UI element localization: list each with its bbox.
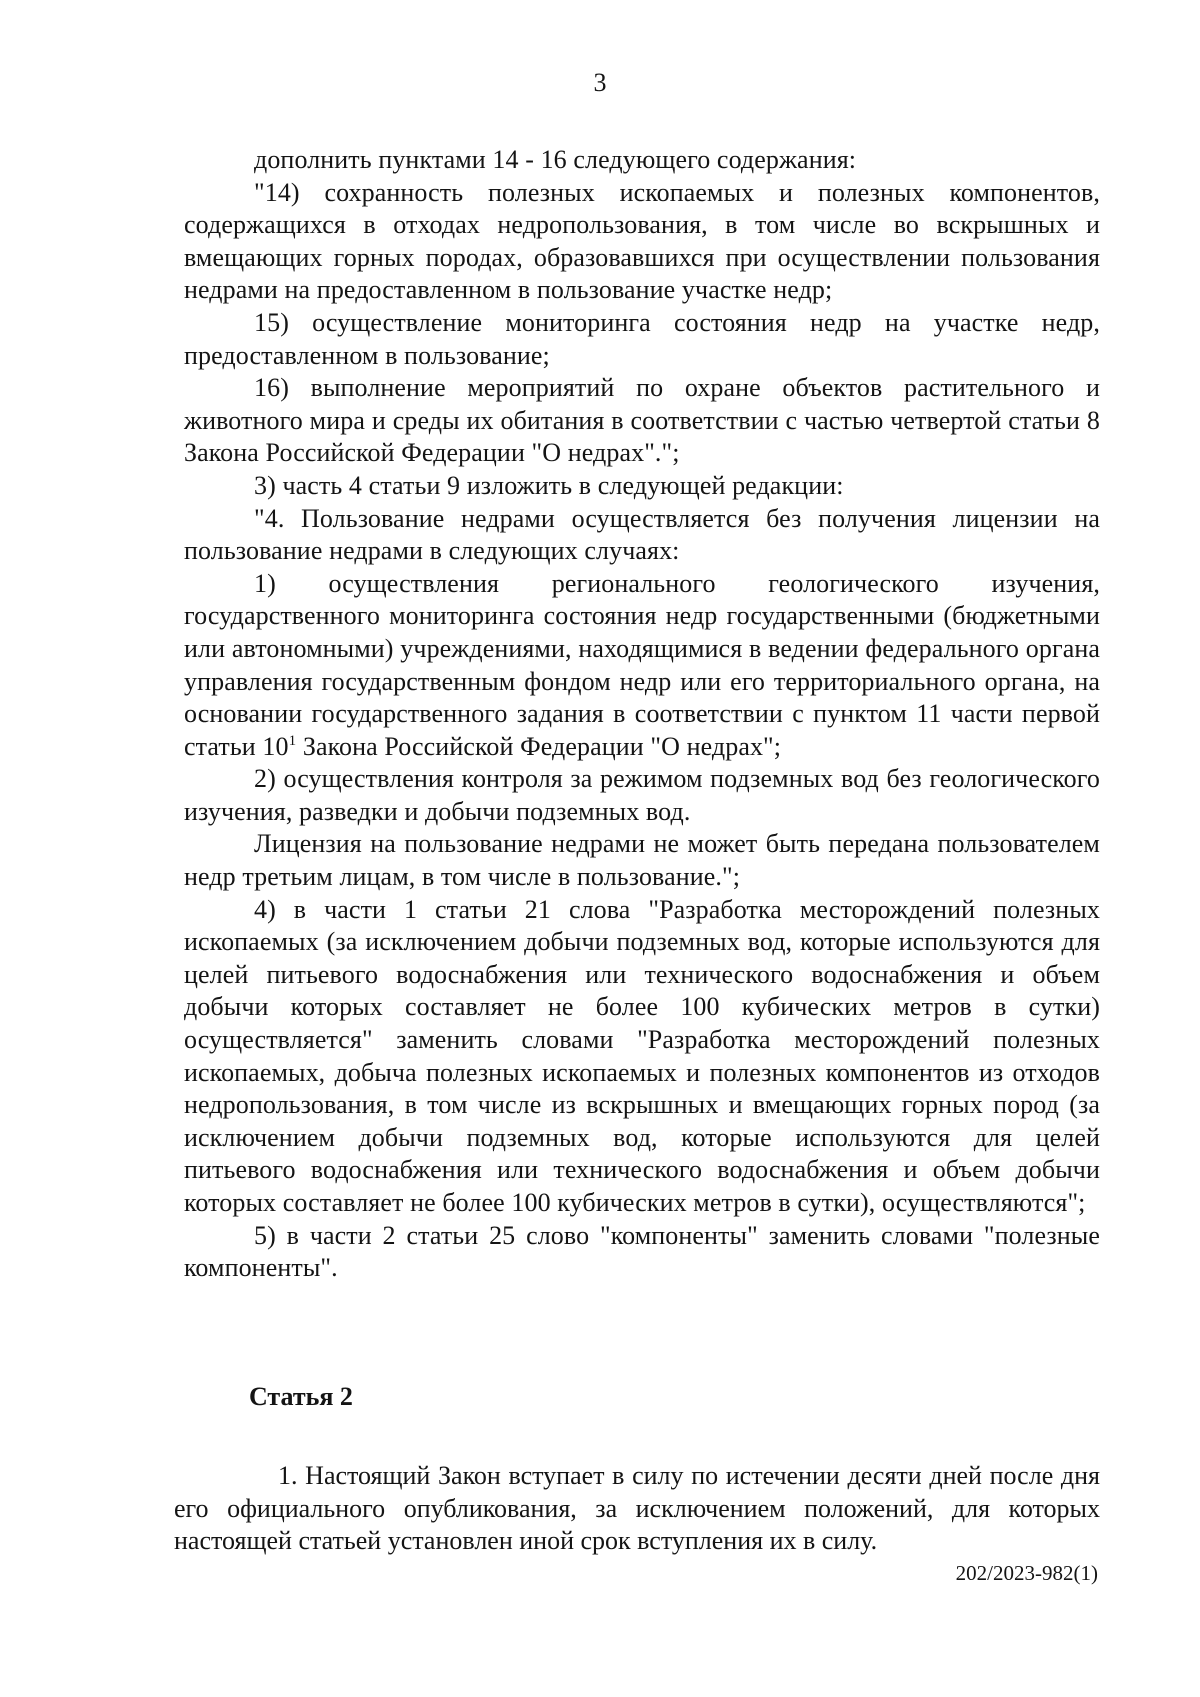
paragraph: "4. Пользование недрами осуществляется без получения лицензии на пользование недрами в следующих случаях:	[184, 503, 1100, 566]
paragraph: 1. Настоящий Закон вступает в силу по истечении десяти дней после дня его официального опубликования, за исключением положений, для которых настоящей статьей установлен иной срок вступления их в силу.	[174, 1461, 1100, 1556]
paragraph: 3) часть 4 статьи 9 изложить в следующей редакции:	[254, 470, 844, 500]
paragraph-text-tail: Закона Российской Федерации "О недрах";	[296, 731, 782, 761]
paragraph: "14) сохранность полезных ископаемых и полезных компонентов, содержащихся в отходах недропользования, в том числе во вскрышных и вмещающих горных породах, образовавшихся при осуществлении пользования недрами на предоставленном в пользование участке недр;	[184, 177, 1100, 305]
paragraph: 15) осуществление мониторинга состояния недр на участке недр, предоставленном в пользование;	[184, 307, 1100, 370]
page-number: 3	[593, 68, 607, 97]
document-code: 202/2023-982(1)	[955, 1561, 1098, 1585]
paragraph: Лицензия на пользование недрами не может быть передана пользователем недр третьим лицам, в том числе в пользование.";	[184, 829, 1100, 892]
paragraph-text: 1) осуществления регионального геологического изучения, государственного мониторинга состояния недр государственными (бюджетными или автономными) учреждениями, находящимися в ведении федерального органа управления государственным фондом недр или его территориального органа, на основании государственного задания в соответствии с пунктом 11 части первой статьи 10	[184, 568, 1100, 761]
article-heading: Статья 2	[249, 1382, 353, 1411]
paragraph: 4) в части 1 статьи 21 слова "Разработка месторождений полезных ископаемых (за исключением добычи подземных вод, которые используются для целей питьевого водоснабжения или технического водоснабжения и объем добычи которых составляет не более 100 кубических метров в сутки) осуществляется" заменить словами "Разработка месторождений полезных ископаемых, добыча полезных ископаемых и полезных компонентов из отходов недропользования, в том числе из вскрышных и вмещающих горных пород (за исключением добычи подземных вод, которые используются для целей питьевого водоснабжения или технического водоснабжения и объем добычи которых составляет не более 100 кубических метров в сутки), осуществляются";	[184, 894, 1100, 1217]
paragraph: 2) осуществления контроля за режимом подземных вод без геологического изучения, разведки и добычи подземных вод.	[184, 764, 1100, 826]
paragraph: 16) выполнение мероприятий по охране объектов растительного и животного мира и среды их обитания в соответствии с частью четвертой статьи 8 Закона Российской Федерации "О недрах".";	[184, 373, 1100, 468]
paragraph: дополнить пунктами 14 - 16 следующего содержания:	[254, 145, 857, 174]
article-2-body	[174, 1460, 1100, 1558]
paragraph: 5) в части 2 статьи 25 слово "компоненты" заменить словами "полезные компоненты".	[184, 1220, 1100, 1283]
paragraph	[184, 568, 1100, 764]
superscript: 1	[288, 732, 297, 749]
document-body	[184, 144, 1100, 1285]
